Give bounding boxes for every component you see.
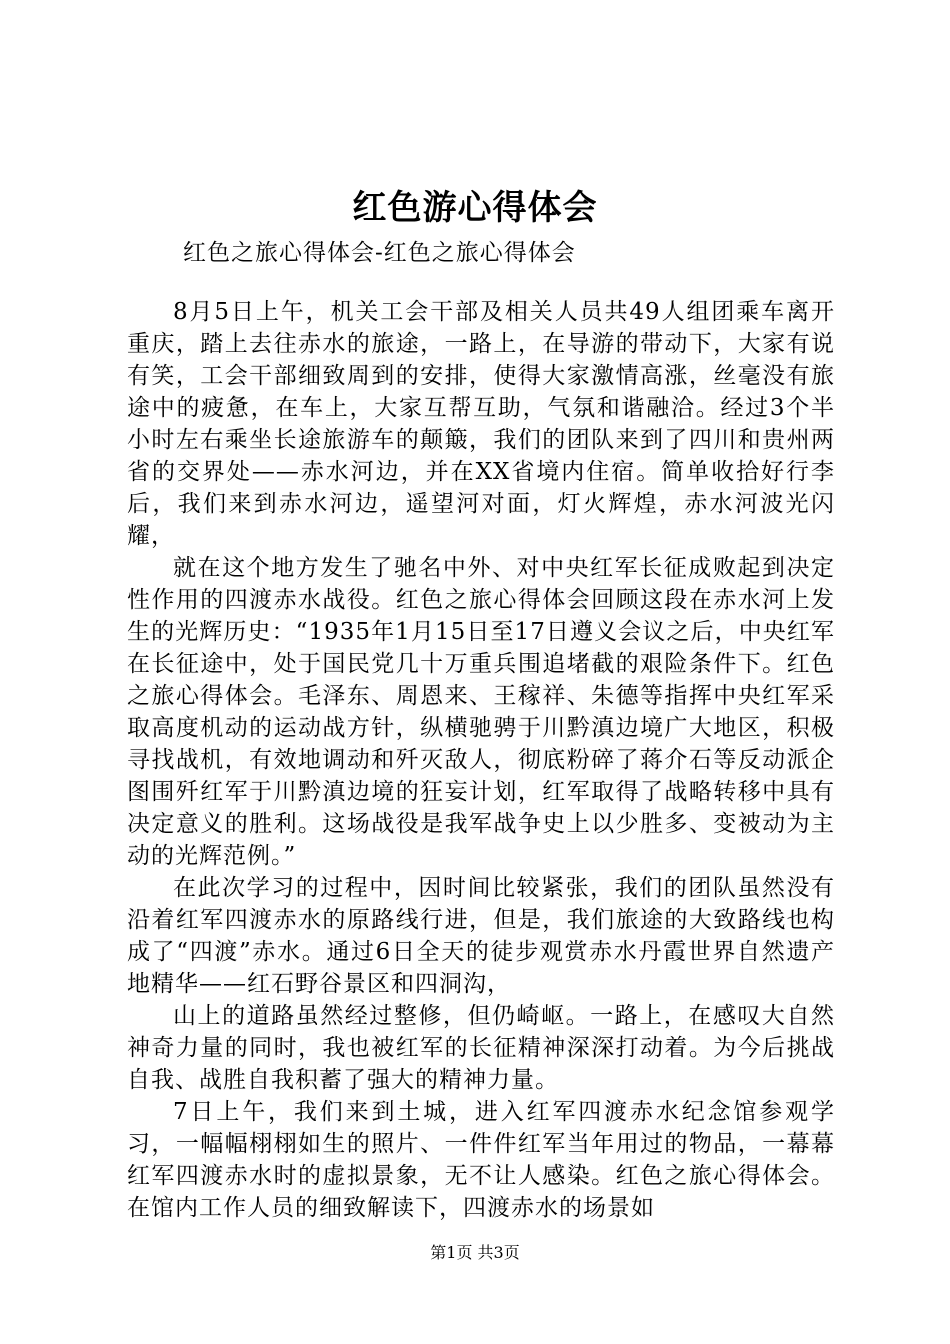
document-body [127, 296, 835, 1224]
page-footer: 第1页 共3页 [430, 1243, 520, 1262]
paragraph: 8月5日上午，机关工会干部及相关人员共49人组团乘车离开重庆，踏上去往赤水的旅途，一路上，在导游的带动下，大家有说有笑，工会干部细致周到的安排，使得大家激情高涨，丝毫没有旅途中的疲惫，在车上，大家互帮互助，气氛和谐融洽。经过3个半小时左右乘坐长途旅游车的颠簸，我们的团队来到了四川和贵州两省的交界处——赤水河边，并在XX省境内住宿。简单收拾好行李后，我们来到赤水河边，遥望河对面，灯火辉煌，赤水河波光闪耀， [127, 299, 835, 549]
paragraph: 在此次学习的过程中，因时间比较紧张，我们的团队虽然没有沿着红军四渡赤水的原路线行进，但是，我们旅途的大致路线也构成了“四渡”赤水。通过6日全天的徒步观赏赤水丹霞世界自然遗产地精华——红石野谷景区和四洞沟， [127, 875, 835, 997]
document-subtitle: 红色之旅心得体会-红色之旅心得体会 [183, 240, 576, 266]
paragraph: 就在这个地方发生了驰名中外、对中央红军长征成败起到决定性作用的四渡赤水战役。红色之旅心得体会回顾这段在赤水河上发生的光辉历史：“1935年1月15日至17日遵义会议之后，中央红军在长征途中，处于国民党几十万重兵围追堵截的艰险条件下。红色之旅心得体会。毛泽东、周恩来、王稼祥、朱德等指挥中央红军采取高度机动的运动战方针，纵横驰骋于川黔滇边境广大地区，积极寻找战机，有效地调动和歼灭敌人，彻底粉碎了蒋介石等反动派企图围歼红军于川黔滇边境的狂妄计划，红军取得了战略转移中具有决定意义的胜利。这场战役是我军战争史上以少胜多、变被动为主动的光辉范例。” [127, 555, 835, 869]
paragraph: 7日上午，我们来到土城，进入红军四渡赤水纪念馆参观学习，一幅幅栩栩如生的照片、一件件红军当年用过的物品，一幕幕红军四渡赤水时的虚拟景象，无不让人感染。红色之旅心得体会。在馆内工作人员的细致解读下，四渡赤水的场景如 [127, 1099, 835, 1221]
document-title: 红色游心得体会 [352, 188, 598, 228]
paragraph: 山上的道路虽然经过整修，但仍崎岖。一路上，在感叹大自然神奇力量的同时，我也被红军的长征精神深深打动着。为今后挑战自我、战胜自我积蓄了强大的精神力量。 [127, 1003, 835, 1093]
